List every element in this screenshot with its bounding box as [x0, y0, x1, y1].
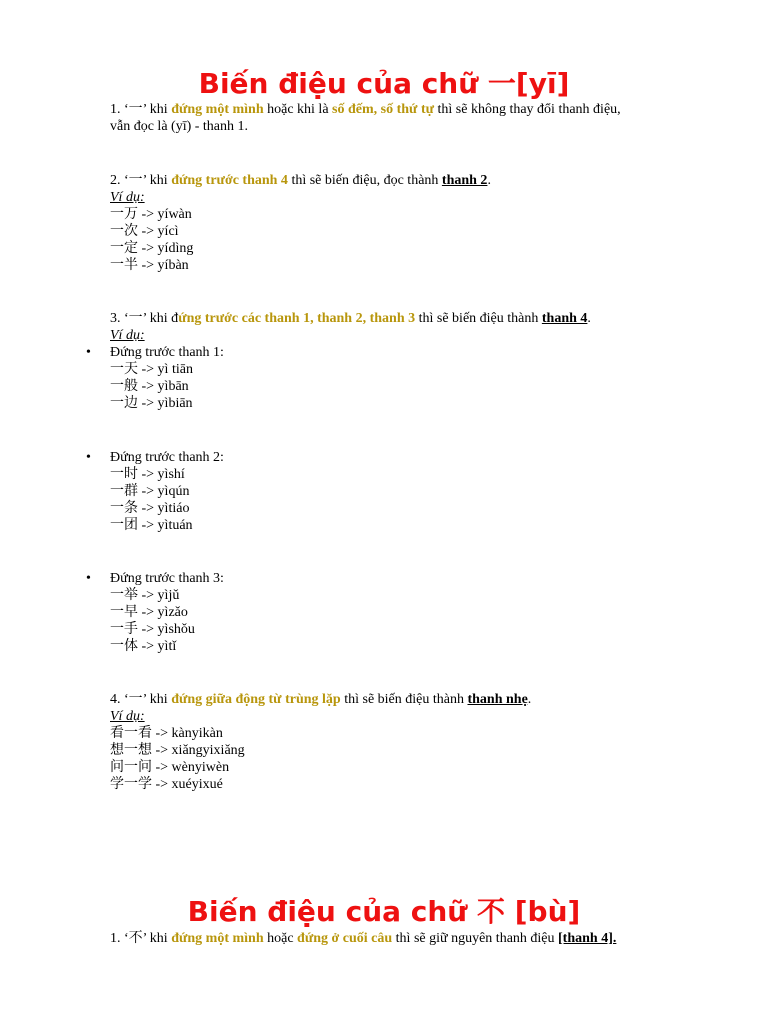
rule-bu-1	[110, 930, 710, 947]
example-label: Ví dụ:	[110, 709, 145, 724]
rule-4-text-b: thì sẽ biến điệu thành	[340, 692, 468, 707]
rule-1-text-c: thì sẽ không thay đổi thanh điệu,	[434, 102, 621, 117]
rule-3-group-2	[110, 449, 710, 534]
rule-1-text-a: 1. ‘一’ khi	[110, 102, 172, 117]
example-item: 问一问 -> wènyiwèn	[110, 760, 230, 775]
example-item: 一体 -> yìtǐ	[110, 639, 177, 654]
rule-2-text-a: 2. ‘一’ khi	[110, 173, 172, 188]
example-item: 一时 -> yìshí	[110, 467, 185, 482]
example-item: 一团 -> yìtuán	[110, 518, 193, 533]
example-item: 一定 -> yídìng	[110, 241, 194, 256]
rule-bu-1-text-c: thì sẽ giữ nguyên thanh điệu	[392, 931, 559, 946]
example-item: 一天 -> yì tiān	[110, 362, 193, 377]
rule-3	[110, 310, 710, 412]
rule-bu-1-highlight-a: đứng một mình	[171, 931, 264, 946]
rule-3-text-b: thì sẽ biến điệu thành	[415, 311, 542, 326]
example-label: Ví dụ:	[110, 328, 145, 343]
section-title-yi: Biến điệu của chữ 一[yī]	[198, 67, 570, 100]
example-item: 一早 -> yìzǎo	[110, 605, 188, 620]
example-item: 一手 -> yìshǒu	[110, 622, 195, 637]
section-title-bu: Biến điệu của chữ 不 [bù]	[187, 895, 581, 928]
rule-2-result: thanh 2	[441, 173, 488, 188]
rule-4-period: .	[527, 692, 532, 707]
rule-1	[110, 101, 710, 135]
rule-4	[110, 691, 710, 793]
example-item: 一群 -> yìqún	[110, 484, 190, 499]
rule-3-period: .	[587, 311, 591, 326]
example-item: 学一学 -> xuéyixué	[110, 777, 223, 792]
rule-1-text-b: hoặc khi là	[263, 102, 333, 117]
rule-2	[110, 172, 710, 274]
example-item: 一般 -> yìbān	[110, 379, 189, 394]
rule-4-text-a: 4. ‘一’ khi	[110, 692, 172, 707]
bullet-group-tone-2: • Đứng trước thanh 2:	[110, 449, 710, 466]
rule-1-line-2: vẫn đọc là (yī) - thanh 1.	[110, 119, 249, 134]
rule-3-highlight: ứng trước các thanh 1, thanh 2, thanh 3	[178, 311, 416, 326]
example-item: 一次 -> yícì	[110, 224, 179, 239]
example-item: 一半 -> yíbàn	[110, 258, 189, 273]
rule-bu-1-text-b: hoặc	[263, 931, 298, 946]
rule-3-result: thanh 4	[541, 311, 588, 326]
example-item: 一举 -> yìjǔ	[110, 588, 180, 603]
rule-bu-1-highlight-b: đứng ở cuối câu	[297, 931, 393, 946]
rule-2-period: .	[487, 173, 491, 188]
rule-3-group-3	[110, 570, 710, 655]
rule-3-text-a: 3. ‘一’ khi đ	[110, 311, 179, 326]
example-item: 一条 -> yìtiáo	[110, 501, 190, 516]
rule-1-highlight-b: số đếm, số thứ tự	[332, 102, 435, 117]
rule-1-highlight-a: đứng một mình	[171, 102, 264, 117]
rule-4-highlight: đứng giữa động từ trùng lặp	[171, 692, 341, 707]
example-item: 想一想 -> xiǎngyixiǎng	[110, 743, 245, 758]
example-item: 看一看 -> kànyikàn	[110, 726, 223, 741]
rule-2-text-b: thì sẽ biến điệu, đọc thành	[287, 173, 442, 188]
example-item: 一万 -> yíwàn	[110, 207, 192, 222]
example-item: 一边 -> yìbiān	[110, 396, 193, 411]
rule-bu-1-text-a: 1. ‘不’ khi	[110, 931, 172, 946]
bullet-group-tone-1: • Đứng trước thanh 1:	[110, 344, 710, 361]
rule-4-result: thanh nhẹ	[467, 692, 528, 707]
bullet-group-tone-3: • Đứng trước thanh 3:	[110, 570, 710, 587]
rule-2-highlight: đứng trước thanh 4	[171, 173, 288, 188]
example-label: Ví dụ:	[110, 190, 145, 205]
rule-bu-1-result: [thanh 4].	[558, 931, 617, 946]
